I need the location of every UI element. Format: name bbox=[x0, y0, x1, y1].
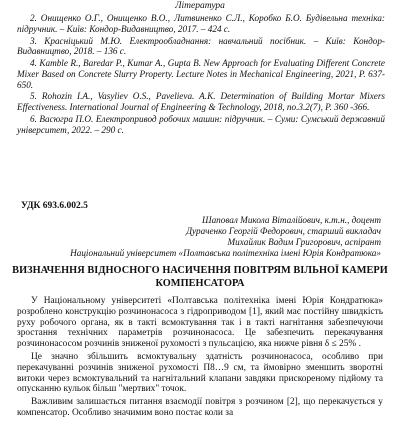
article-body bbox=[17, 296, 383, 421]
affiliation: Національний університет «Полтавська політехніка імені Юрія Кондратюка» bbox=[70, 248, 381, 258]
body-paragraph: У Національному університеті «Полтавська політехніка імені Юрія Кондратюка» розроблено конструкцію розчинонасоса з гідроприводом [1], який має постійну швидкість руху робочого органа, як в такті всмоктування так і в такті нагнітання забезпечуючи зростання технічних параметрів розчинонасоса. Це забезпечить перекачування розчинонасосом розчинів зниженої рухомості з пульсацією, яка нижче рівня δ ≤ 25% . bbox=[17, 296, 383, 350]
author-line: Шаповал Микола Віталійович, к.т.н., доцент bbox=[202, 215, 381, 225]
author-line: Дураченко Георгій Федорович, старший викладач bbox=[186, 226, 381, 236]
references-heading: Література bbox=[175, 1, 225, 11]
body-paragraph: Це значно збільшить всмоктувальну здатність розчинонасоса, особливо при перекачуванні розчинів зниженої рухомості П8…9 см, та ймовірно зменшить зворотні витоки через всмоктувальний та нагнітальний клапани завдяки прискореному підйому та опусканню кульок більш "мертвих" точок. bbox=[17, 351, 383, 395]
udc-code: УДК 693.6.002.5 bbox=[21, 201, 88, 211]
reference-item: 2. Онищенко О.Г., Онищенко В.О., Литвиненко С.Л., Коробко Б.О. Будівельна техніка: підручник. – Київ: Кондор-Видавництво, 2017. – 424 с. bbox=[17, 13, 385, 34]
body-paragraph: Важливим залишається питання взаємодії повітря з розчином [2], що перекачується у компенсатор. Особливо значимим воно постає коли за bbox=[17, 397, 383, 418]
reference-item: 4. Kamble R., Baredar P., Kumar A., Gupta B. New Approach for Evaluating Different Concrete Mixer Based on Concrete Slurry Property. Lecture Notes in Mechanical Engineering, 2021, P. 637-650. bbox=[17, 58, 385, 90]
references-list bbox=[17, 13, 385, 137]
author-block bbox=[21, 215, 381, 259]
author-line: Михайлик Вадим Григорович, аспірант bbox=[227, 237, 381, 247]
article-title: ВИЗНАЧЕННЯ ВІДНОСНОГО НАСИЧЕННЯ ПОВІТРЯМ ВІЛЬНОЇ КАМЕРИ КОМПЕНСАТОРА bbox=[12, 265, 388, 289]
reference-item: 6. Васюгра П.О. Електропривод робочих машин: підручник. – Суми: Сумський державний університет, 2022. – 290 с. bbox=[17, 114, 385, 135]
reference-item: 5. Rohozin I.A., Vasyliev O.S., Pavelieva. A.K. Determination of Building Mortar Mixers Effectiveness. International Journal of Engineering & Technology, 2018, no.3.2(7), P. 360 -366. bbox=[17, 91, 385, 113]
reference-item: 3. Красніцький М.Ю. Електрообладнання: навчальний посібник. – Київ: Кондор-Видавництво, 2018. – 136 с. bbox=[17, 35, 385, 57]
